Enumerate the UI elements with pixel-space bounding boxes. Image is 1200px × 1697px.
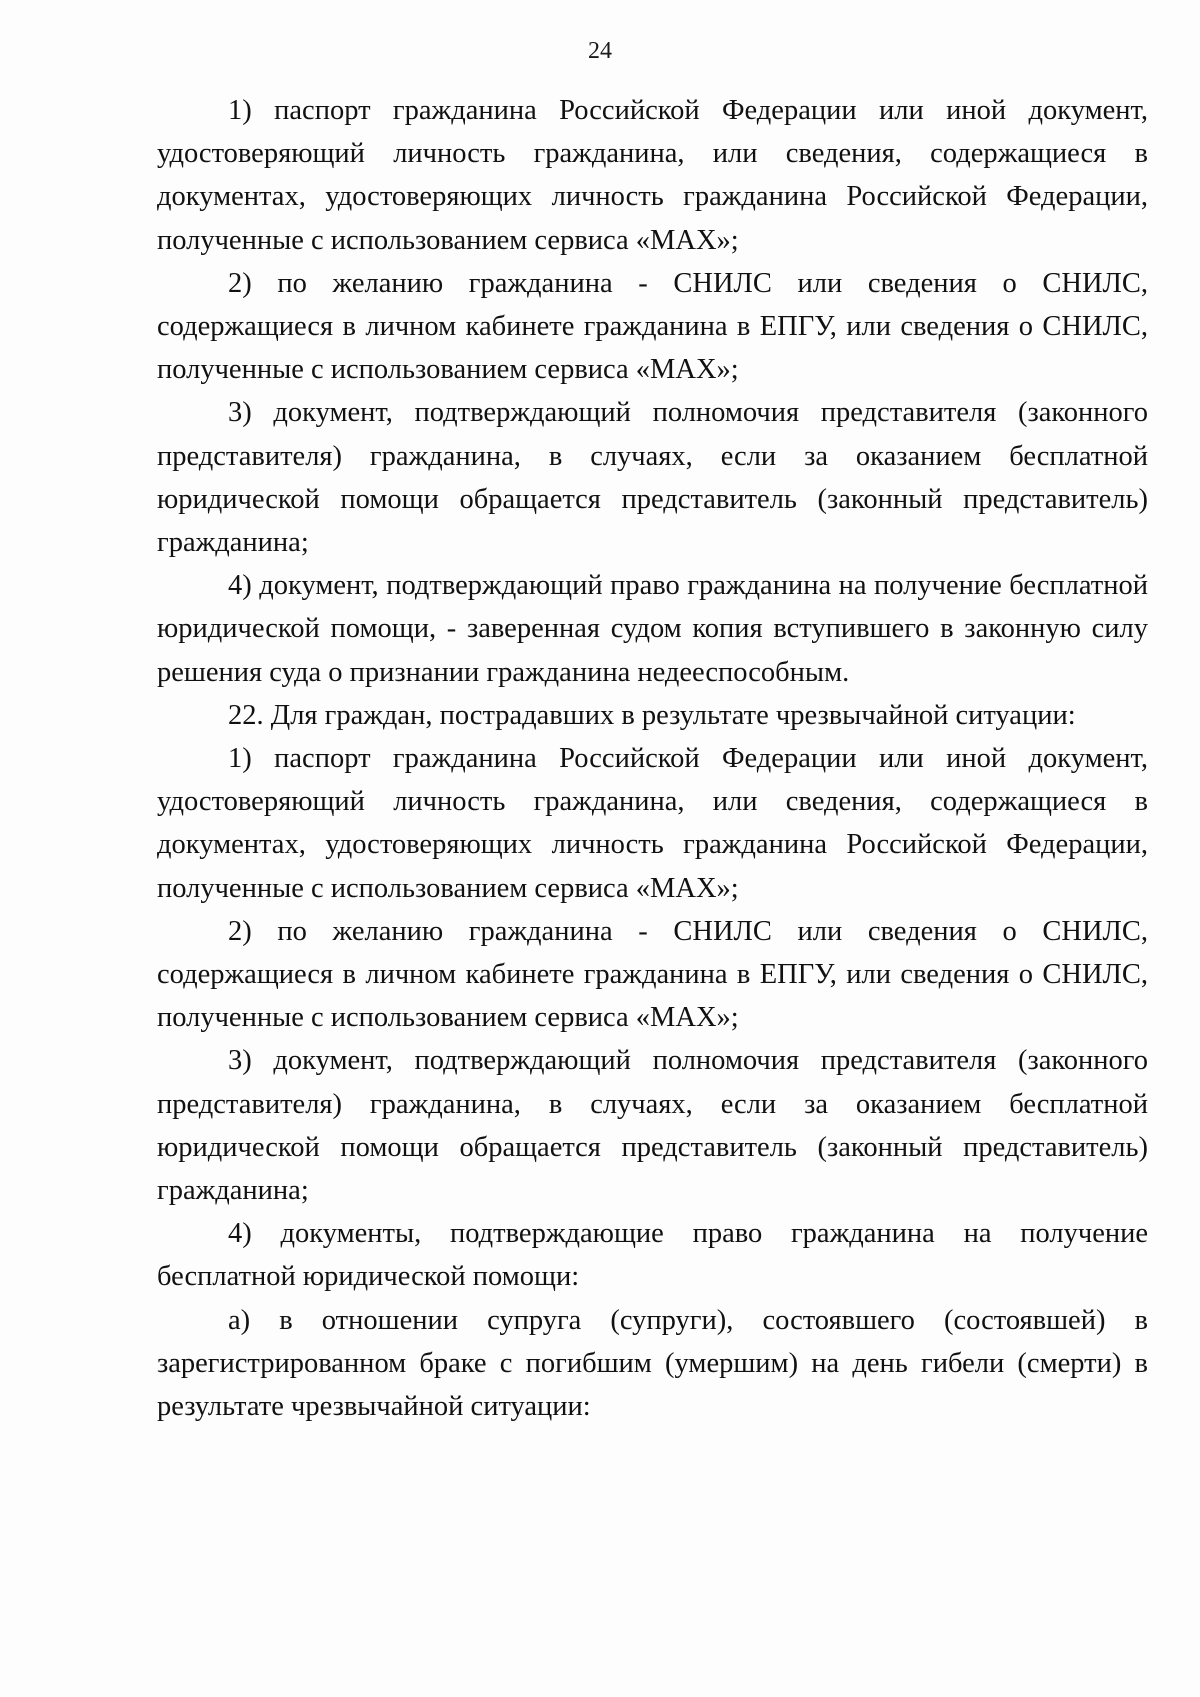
paragraph-item-4-entitlement-documents: 4) документы, подтверждающие право гражданина на получение бесплатной юридической помощи:	[157, 1218, 1148, 1293]
paragraph-section-22-heading: 22. Для граждан, пострадавших в результате чрезвычайной ситуации:	[228, 699, 1076, 731]
page-number: 24	[588, 38, 612, 64]
paragraph-item-3-representative: 3) документ, подтверждающий полномочия представителя (законного представителя) гражданина, в случаях, если за оказанием бесплатной юридической помощи обращается представитель (законный представитель) гражданина;	[157, 397, 1148, 559]
paragraph-item-4-incapacity-document: 4) документ, подтверждающий право гражданина на получение бесплатной юридической помощи, - заверенная судом копия вступившего в законную силу решения суда о признании гражданина недееспособным.	[157, 570, 1148, 688]
paragraph-subitem-a-spouse: а) в отношении супруга (супруги), состоявшего (состоявшей) в зарегистрированном браке с погибшим (умершим) на день гибели (смерти) в результате чрезвычайной ситуации:	[157, 1304, 1148, 1423]
paragraph-item-1-passport: 1) паспорт гражданина Российской Федерации или иной документ, удостоверяющий личность гражданина, или сведения, содержащиеся в документах, удостоверяющих личность гражданина Российской Федерации, полученные с использованием сервиса «МАХ»;	[157, 743, 1148, 904]
paragraph-item-2-snils: 2) по желанию гражданина - СНИЛС или сведения о СНИЛС, содержащиеся в личном кабинете гражданина в ЕПГУ, или сведения о СНИЛС, полученные с использованием сервиса «МАХ»;	[157, 915, 1148, 1034]
paragraph-item-1-passport: 1) паспорт гражданина Российской Федерации или иной документ, удостоверяющий личность гражданина, или сведения, содержащиеся в документах, удостоверяющих личность гражданина Российской Федерации, полученные с использованием сервиса «МАХ»;	[157, 95, 1148, 256]
paragraph-item-3-representative: 3) документ, подтверждающий полномочия представителя (законного представителя) гражданина, в случаях, если за оказанием бесплатной юридической помощи обращается представитель (законный представитель) гражданина;	[157, 1045, 1148, 1207]
document-body	[157, 89, 1148, 1428]
paragraph-item-2-snils: 2) по желанию гражданина - СНИЛС или сведения о СНИЛС, содержащиеся в личном кабинете гражданина в ЕПГУ, или сведения о СНИЛС, полученные с использованием сервиса «МАХ»;	[157, 267, 1148, 386]
